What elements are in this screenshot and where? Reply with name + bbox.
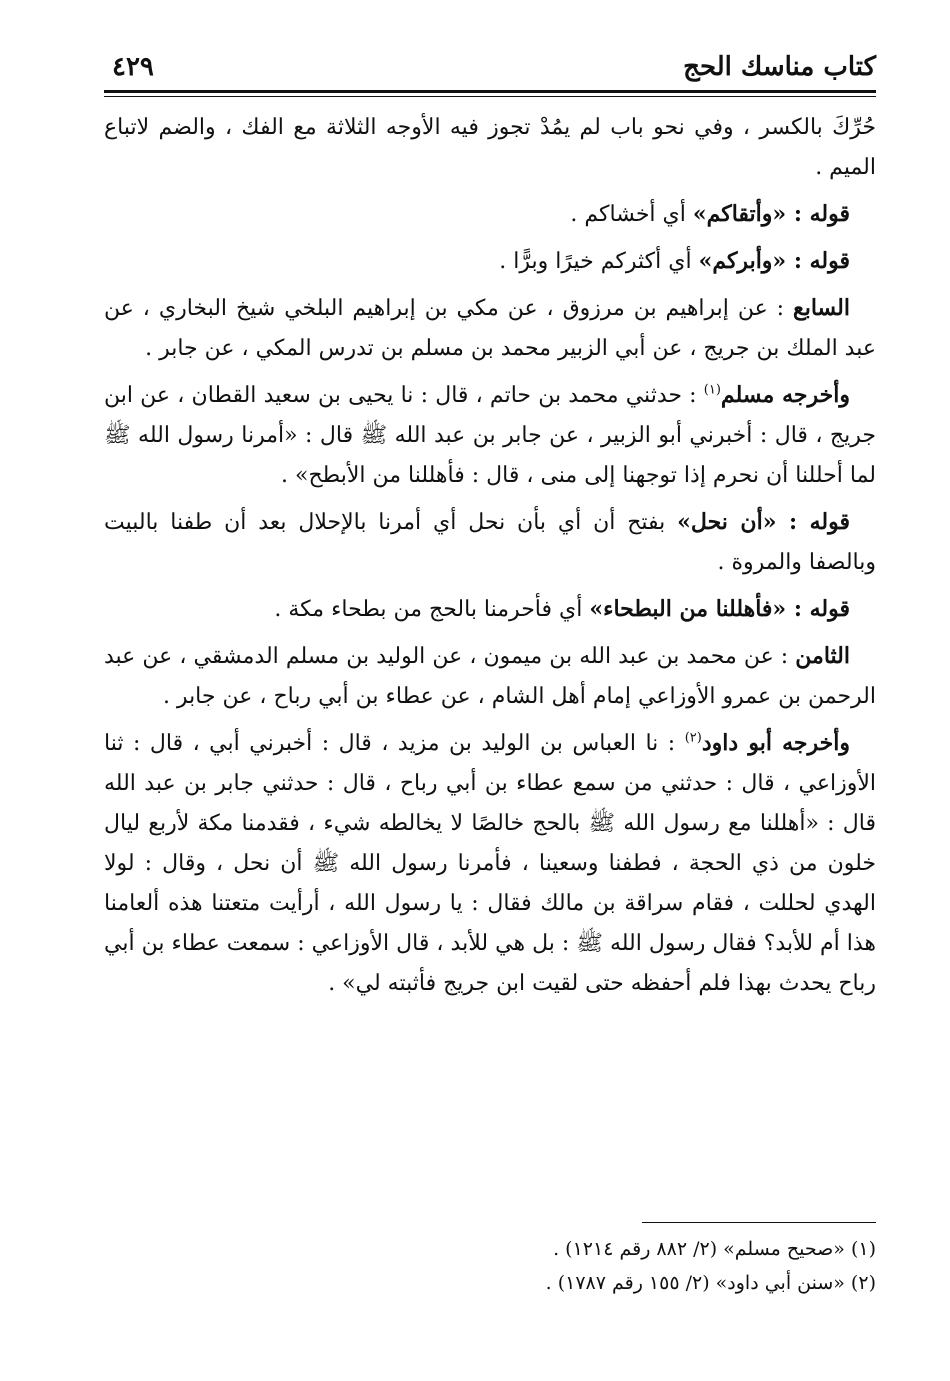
paragraph-muslim [104, 375, 876, 496]
footnote-1: (١) «صحيح مسلم» (٢/ ٨٨٢ رقم ١٢١٤) . [553, 1238, 876, 1260]
paragraph-continuation [104, 108, 876, 188]
paragraph-lead: قوله : «وأبركم» [698, 248, 850, 274]
paragraph-lead: وأخرجه أبو داود [701, 730, 850, 756]
paragraph-lead: قوله : «وأتقاكم» [692, 201, 850, 227]
paragraph-text: حُرِّكَ بالكسر ، وفي نحو باب لم يمُدْ تجوز فيه الأوجه الثلاثة مع الفك ، والضم لاتباع الميم . [104, 115, 876, 180]
paragraph-eighth [104, 636, 876, 717]
paragraph-text: بفتح أن أي بأن نحل أي أمرنا بالإحلال بعد أن طفنا بالبيت وبالصفا والمروة . [104, 510, 876, 575]
footnote-2: (٢) «سنن أبي داود» (٢/ ١٥٥ رقم ١٧٨٧) . [545, 1272, 876, 1294]
paragraph-abu-dawud [104, 723, 876, 1004]
main-text [104, 108, 876, 1010]
footnote-ref[interactable]: (١) [703, 382, 721, 398]
running-title: كتاب مناسك الحج [683, 52, 876, 82]
paragraph-text: أي فأحرمنا بالحج من بطحاء مكة . [274, 597, 590, 622]
paragraph-lead: وأخرجه مسلم [720, 382, 850, 408]
page-number: ٤٢٩ [112, 52, 154, 82]
header-rule-thin [104, 96, 876, 97]
footnote-divider [642, 1222, 876, 1223]
paragraph-text: : عن محمد بن عبد الله بن ميمون ، عن الوليد بن مسلم الدمشقي ، عن عبد الرحمن بن عمرو الأوزاعي إمام أهل الشام ، عن عطاء بن أبي رباح ، عن جابر . [104, 644, 876, 709]
paragraph-text: أي أخشاكم . [570, 202, 693, 227]
paragraph-lead: قوله : «فأهللنا من البطحاء» [589, 596, 850, 622]
header-rule-thick [104, 90, 876, 93]
paragraph-an-nahill [104, 502, 876, 583]
paragraph-lead: قوله : «أن نحل» [677, 509, 850, 535]
paragraph-lead: الثامن [795, 643, 850, 669]
paragraph-wa-atqakum [104, 194, 876, 235]
paragraph-text: : عن إبراهيم بن مرزوق ، عن مكي بن إبراهيم البلخي شيخ البخاري ، عن عبد الملك بن جريج ، عن أبي الزبير محمد بن مسلم بن تدرس المكي ، عن جابر . [104, 296, 876, 361]
footnotes [104, 1232, 876, 1300]
paragraph-seventh [104, 288, 876, 369]
paragraph-wa-abarrakum [104, 241, 876, 282]
footnote-ref[interactable]: (٢) [684, 730, 702, 746]
paragraph-text: : حدثني محمد بن حاتم ، قال : نا يحيى بن سعيد القطان ، عن ابن جريج ، قال : أخبرني أبو الزبير ، عن جابر بن عبد الله ﷺ قال : «أمرنا رسول الله ﷺ لما أحللنا أن نحرم إذا توجهنا إلى منى ، قال : فأهللنا من الأبطح» . [104, 383, 876, 488]
page-header [104, 46, 876, 90]
paragraph-lead: السابع [793, 295, 850, 321]
paragraph-text: : نا العباس بن الوليد بن مزيد ، قال : أخبرني أبي ، قال : ثنا الأوزاعي ، قال : حدثني من سمع عطاء بن أبي رباح ، قال : حدثني جابر بن عبد الله قال : «أهللنا مع رسول الله ﷺ بالحج خالصًا لا يخالطه شيء ، فقدمنا مكة لأربع ليال خلون من ذي الحجة ، فطفنا وسعينا ، فأمرنا رسول الله ﷺ أن نحل ، وقال : لولا الهدي لحللت ، فقام سراقة بن مالك فقال : يا رسول الله ، أرأيت متعتنا هذه ألعامنا هذا أم للأبد؟ فقال رسول الله ﷺ : بل هي للأبد ، قال الأوزاعي : سمعت عطاء بن أبي رباح يحدث بهذا فلم أحفظه حتى لقيت ابن جريج فأثبته لي» . [104, 731, 876, 996]
paragraph-fa-ahlalna [104, 589, 876, 630]
paragraph-text: أي أكثركم خيرًا وبرًّا . [499, 249, 699, 274]
